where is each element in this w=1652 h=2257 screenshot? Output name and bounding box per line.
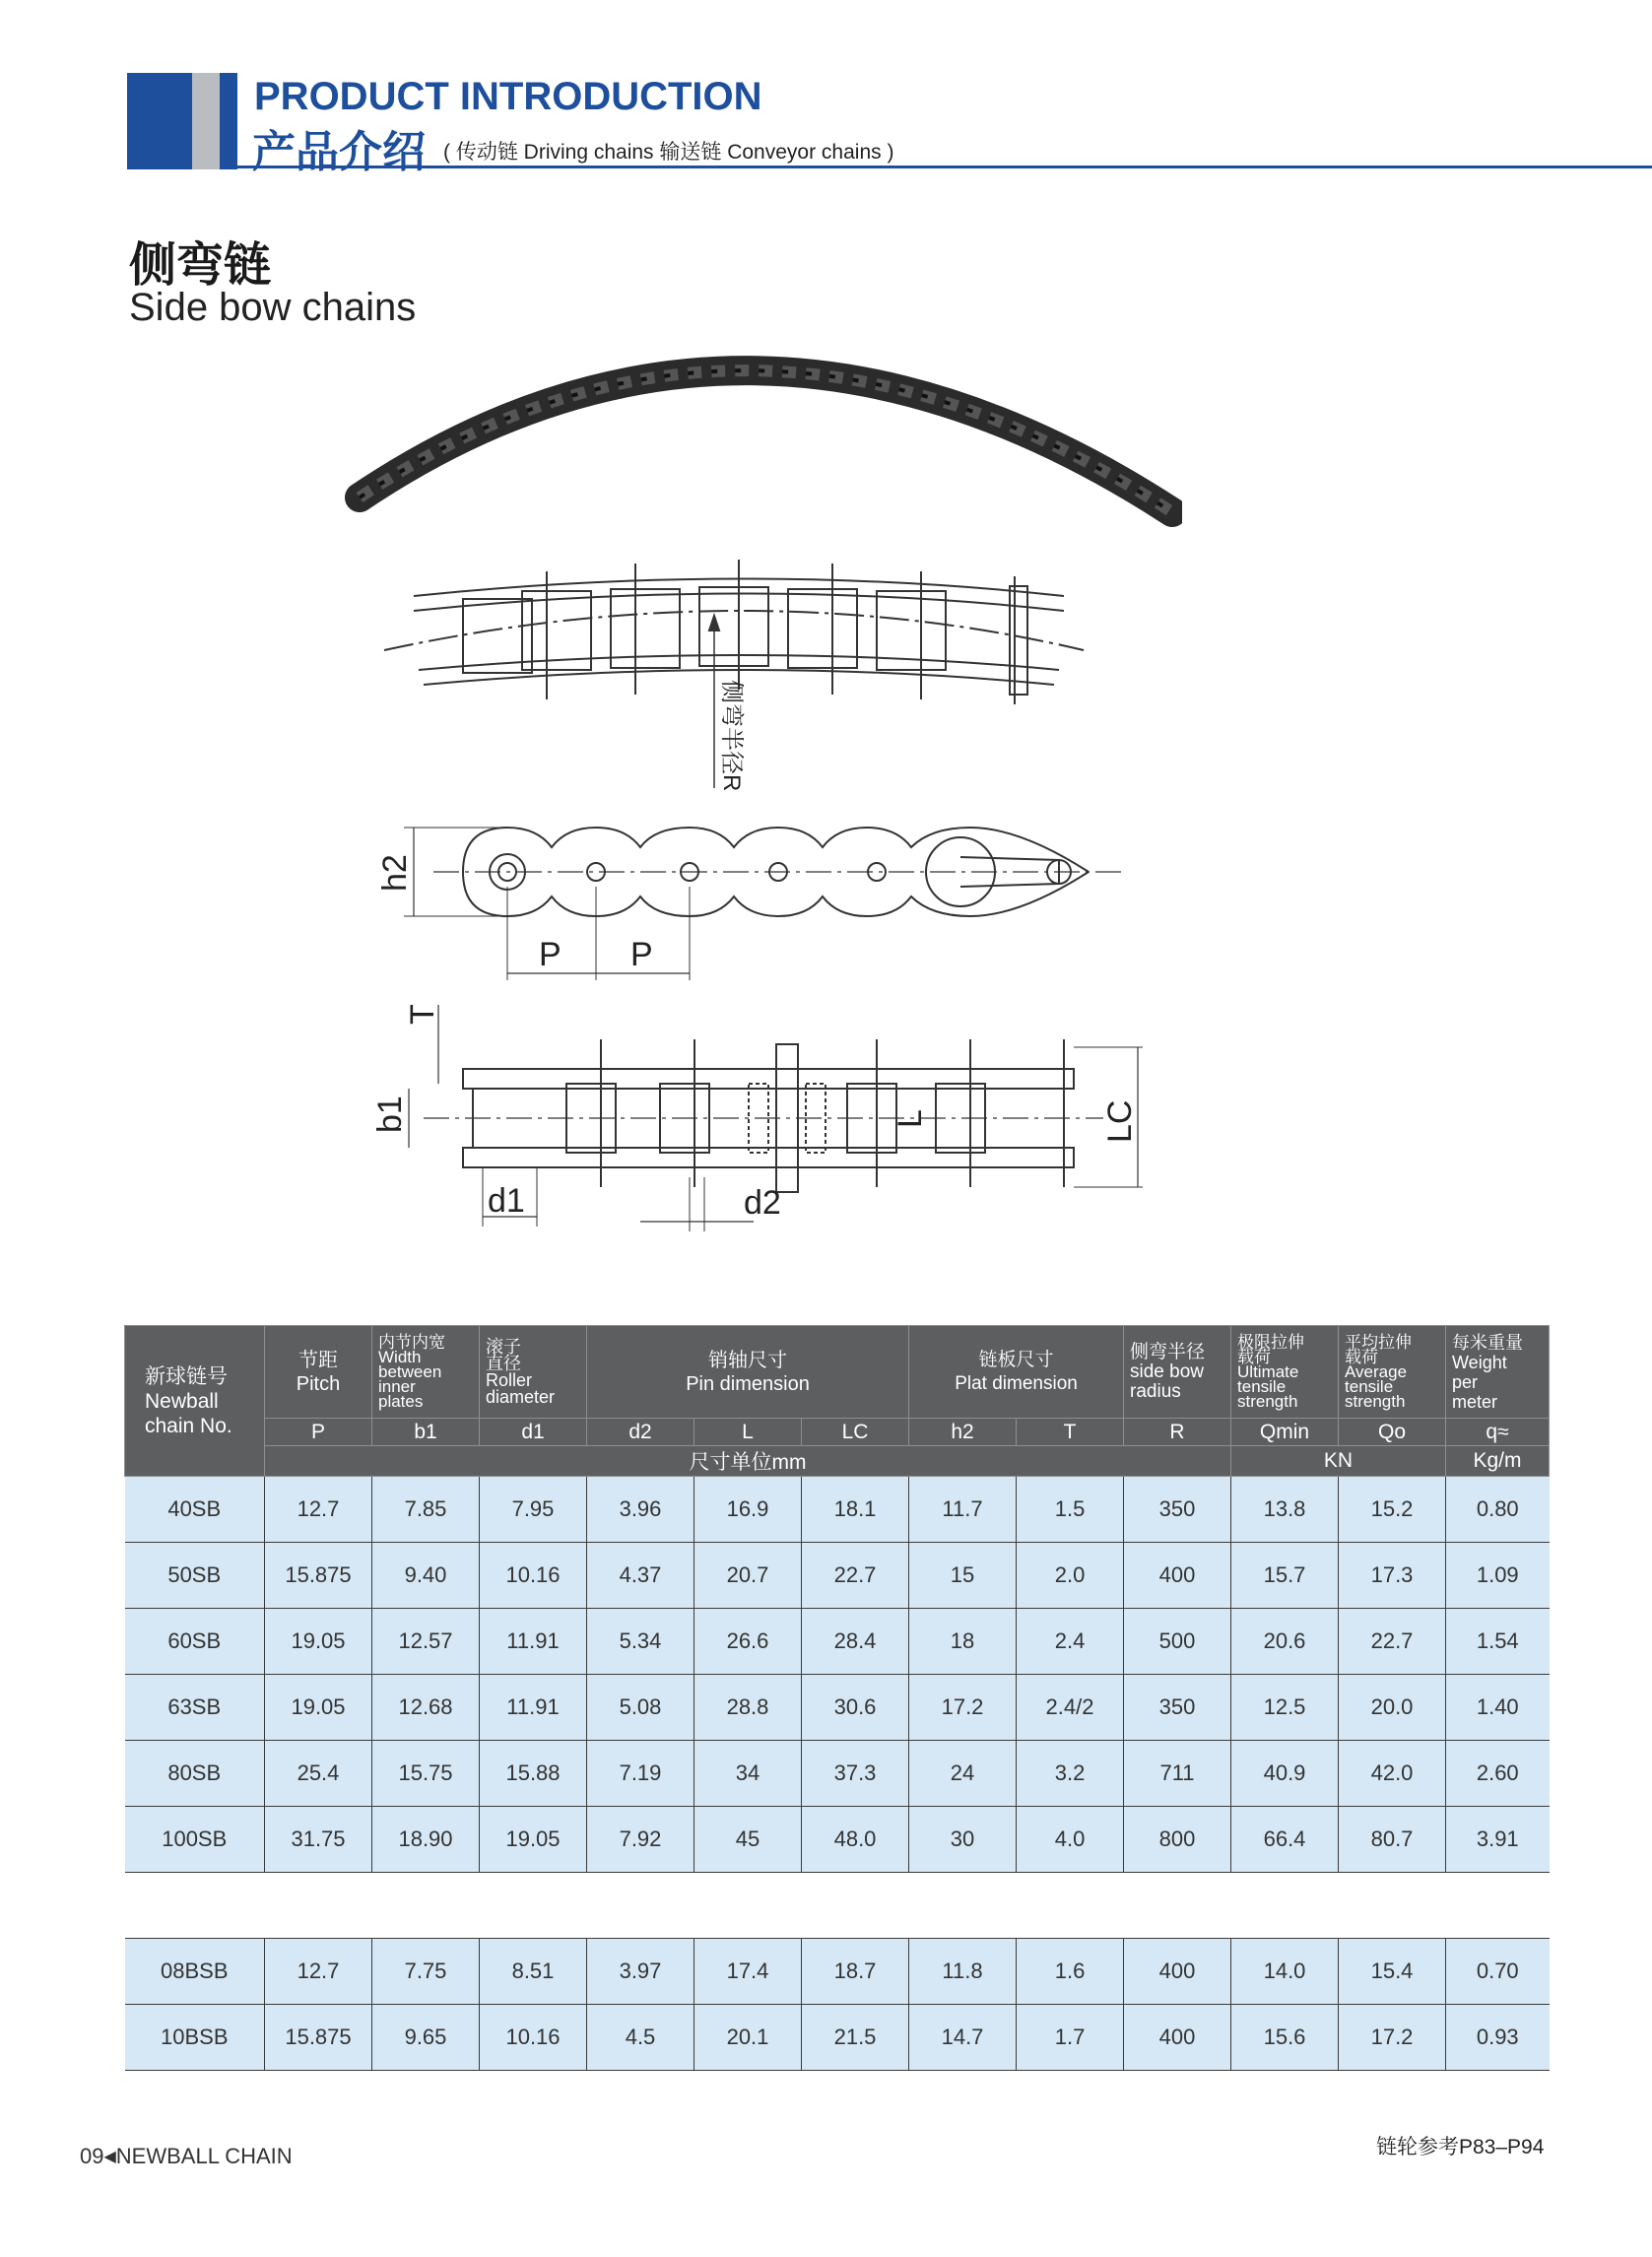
table-cell: 21.5	[802, 2005, 909, 2071]
table-cell: 5.08	[587, 1675, 694, 1741]
table-cell: 15.4	[1339, 1939, 1446, 2005]
table-row	[125, 1675, 1550, 1741]
table-cell: 0.80	[1446, 1477, 1550, 1543]
table-cell: 17.3	[1339, 1543, 1446, 1609]
table-cell: 4.5	[587, 2005, 694, 2071]
table-cell: 15.88	[480, 1741, 587, 1807]
table-cell: 80.7	[1339, 1807, 1446, 1873]
table-cell: 800	[1124, 1807, 1231, 1873]
table-cell: 350	[1124, 1675, 1231, 1741]
symbol-h2: h2	[909, 1419, 1017, 1446]
chain-no-cell: 100SB	[125, 1807, 265, 1873]
table-cell: 0.70	[1446, 1939, 1550, 2005]
table-cell: 20.6	[1231, 1609, 1339, 1675]
table-cell: 14.7	[909, 2005, 1017, 2071]
table-gap-cell	[125, 1873, 1550, 1939]
header-plate: 链板尺寸 Plat dimension	[909, 1326, 1124, 1419]
table-cell: 11.91	[480, 1609, 587, 1675]
table-cell: 3.91	[1446, 1807, 1550, 1873]
chain-no-cell: 63SB	[125, 1675, 265, 1741]
table-cell: 3.2	[1017, 1741, 1124, 1807]
table-row	[125, 2005, 1550, 2071]
table-cell: 3.96	[587, 1477, 694, 1543]
table-cell: 400	[1124, 1939, 1231, 2005]
table-cell: 30.6	[802, 1675, 909, 1741]
table-cell: 18	[909, 1609, 1017, 1675]
table-cell: 20.1	[694, 2005, 802, 2071]
table-row	[125, 1609, 1550, 1675]
table-cell: 9.40	[372, 1543, 480, 1609]
header-rule	[237, 166, 1652, 168]
table-cell: 12.7	[265, 1477, 372, 1543]
table-cell: 3.97	[587, 1939, 694, 2005]
footer-brand: NEWBALL CHAIN	[115, 2144, 293, 2168]
table-cell: 15.7	[1231, 1543, 1339, 1609]
symbol-lc: LC	[802, 1419, 909, 1446]
table-row	[125, 1543, 1550, 1609]
table-cell: 12.7	[265, 1939, 372, 2005]
header-title-en: PRODUCT INTRODUCTION	[254, 75, 762, 118]
label-p1: P	[539, 936, 562, 973]
chain-no-cell: 60SB	[125, 1609, 265, 1675]
symbol-p: P	[265, 1419, 372, 1446]
table-cell: 12.68	[372, 1675, 480, 1741]
unit-kgm: Kg/m	[1446, 1446, 1550, 1477]
triangle-icon: ◀	[103, 2149, 116, 2165]
table-cell: 37.3	[802, 1741, 909, 1807]
symbol-b1: b1	[372, 1419, 480, 1446]
table-cell: 34	[694, 1741, 802, 1807]
header-grey-stripe	[192, 73, 220, 169]
table-cell: 8.51	[480, 1939, 587, 2005]
table-cell: 17.2	[909, 1675, 1017, 1741]
header-title-cn: 产品介绍	[252, 128, 426, 176]
table-body-bsb	[125, 1939, 1550, 2071]
page-number: 09	[80, 2144, 104, 2168]
table-cell: 1.40	[1446, 1675, 1550, 1741]
table-gap-row	[125, 1873, 1550, 1939]
table-cell: 15.75	[372, 1741, 480, 1807]
spec-table	[124, 1325, 1550, 2071]
chain-no-cell: 10BSB	[125, 2005, 265, 2071]
table-cell: 18.7	[802, 1939, 909, 2005]
table-cell: 30	[909, 1807, 1017, 1873]
table-cell: 2.4/2	[1017, 1675, 1124, 1741]
table-cell: 28.4	[802, 1609, 909, 1675]
header-blue-block	[127, 73, 192, 169]
symbol-t: T	[1017, 1419, 1124, 1446]
label-d1: d1	[488, 1182, 525, 1220]
table-cell: 48.0	[802, 1807, 909, 1873]
table-cell: 15.875	[265, 1543, 372, 1609]
table-gap	[125, 1873, 1550, 1939]
section-title-en: Side bow chains	[129, 286, 417, 329]
table-cell: 4.0	[1017, 1807, 1124, 1873]
table-cell: 500	[1124, 1609, 1231, 1675]
label-b1: b1	[371, 1095, 409, 1133]
table-row	[125, 1477, 1550, 1543]
table-cell: 15.6	[1231, 2005, 1339, 2071]
table-cell: 19.05	[265, 1675, 372, 1741]
table-cell: 22.7	[1339, 1609, 1446, 1675]
table-cell: 25.4	[265, 1741, 372, 1807]
header-pitch: 节距 Pitch	[265, 1326, 372, 1419]
curved-chain-photo	[360, 370, 1172, 512]
chain-no-cell: 50SB	[125, 1543, 265, 1609]
table-cell: 350	[1124, 1477, 1231, 1543]
label-lc: LC	[1101, 1099, 1139, 1143]
table-cell: 31.75	[265, 1807, 372, 1873]
table-cell: 12.5	[1231, 1675, 1339, 1741]
table-cell: 11.91	[480, 1675, 587, 1741]
table-cell: 10.16	[480, 1543, 587, 1609]
table-cell: 5.34	[587, 1609, 694, 1675]
header-subtitle: ( 传动链 Driving chains 输送链 Conveyor chains )	[443, 141, 894, 164]
header-ultimate: 极限拉伸 载荷 Ultimate tensile strength	[1231, 1326, 1339, 1419]
table-cell: 15.875	[265, 2005, 372, 2071]
unit-mm: 尺寸单位mm	[265, 1446, 1231, 1477]
table-cell: 11.8	[909, 1939, 1017, 2005]
symbol-r: R	[1124, 1419, 1231, 1446]
table-cell: 2.60	[1446, 1741, 1550, 1807]
table-cell: 7.95	[480, 1477, 587, 1543]
label-t: T	[404, 1004, 441, 1025]
symbol-qo: Qo	[1339, 1419, 1446, 1446]
table-row	[125, 1939, 1550, 2005]
symbol-qmin: Qmin	[1231, 1419, 1339, 1446]
header-chain-no: 新球链号 Newball chain No.	[125, 1326, 265, 1477]
table-cell: 14.0	[1231, 1939, 1339, 2005]
table-cell: 1.5	[1017, 1477, 1124, 1543]
table-cell: 2.4	[1017, 1609, 1124, 1675]
header-width: 内节内宽 Width between inner plates	[372, 1326, 480, 1419]
table-cell: 40.9	[1231, 1741, 1339, 1807]
header-radius: 侧弯半径 side bow radius	[1124, 1326, 1231, 1419]
table-row	[125, 1741, 1550, 1807]
table-cell: 1.6	[1017, 1939, 1124, 2005]
label-d2: d2	[744, 1184, 781, 1222]
table-cell: 24	[909, 1741, 1017, 1807]
table-cell: 66.4	[1231, 1807, 1339, 1873]
radius-label: 侧弯半径R	[718, 680, 745, 792]
table-cell: 7.19	[587, 1741, 694, 1807]
table-cell: 0.93	[1446, 2005, 1550, 2071]
header-roller: 滚子 直径 Roller diameter	[480, 1326, 587, 1419]
label-h2: h2	[376, 854, 414, 892]
table-cell: 15.2	[1339, 1477, 1446, 1543]
table-cell: 45	[694, 1807, 802, 1873]
table-cell: 400	[1124, 1543, 1231, 1609]
chain-technical-drawing	[335, 335, 1182, 1241]
table-cell: 18.90	[372, 1807, 480, 1873]
label-l: L	[892, 1109, 929, 1128]
table-cell: 7.85	[372, 1477, 480, 1543]
table-cell: 17.4	[694, 1939, 802, 2005]
table-cell: 26.6	[694, 1609, 802, 1675]
table-cell: 20.7	[694, 1543, 802, 1609]
section-title-cn: 侧弯链	[129, 239, 272, 292]
table-cell: 400	[1124, 2005, 1231, 2071]
chain-no-cell: 40SB	[125, 1477, 265, 1543]
table-cell: 28.8	[694, 1675, 802, 1741]
table-cell: 18.1	[802, 1477, 909, 1543]
table-row	[125, 1807, 1550, 1873]
table-body-sb	[125, 1477, 1550, 1873]
table-cell: 16.9	[694, 1477, 802, 1543]
table-cell: 12.57	[372, 1609, 480, 1675]
table-cell: 4.37	[587, 1543, 694, 1609]
label-p2: P	[630, 936, 653, 973]
table-cell: 7.75	[372, 1939, 480, 2005]
table-cell: 1.7	[1017, 2005, 1124, 2071]
footer-page	[80, 2144, 293, 2169]
symbol-l: L	[694, 1419, 802, 1446]
header-average: 平均拉伸 载荷 Average tensile strength	[1339, 1326, 1446, 1419]
table-cell: 15	[909, 1543, 1017, 1609]
symbol-d2: d2	[587, 1419, 694, 1446]
table-cell: 11.7	[909, 1477, 1017, 1543]
symbol-d1: d1	[480, 1419, 587, 1446]
table-cell: 13.8	[1231, 1477, 1339, 1543]
unit-kn: KN	[1231, 1446, 1446, 1477]
table-cell: 22.7	[802, 1543, 909, 1609]
chain-no-cell: 08BSB	[125, 1939, 265, 2005]
header-pin: 销轴尺寸 Pin dimension	[587, 1326, 909, 1419]
table-cell: 9.65	[372, 2005, 480, 2071]
table-cell: 42.0	[1339, 1741, 1446, 1807]
table-cell: 2.0	[1017, 1543, 1124, 1609]
header-weight: 每米重量 Weight per meter	[1446, 1326, 1550, 1419]
table-cell: 19.05	[480, 1807, 587, 1873]
table-cell: 7.92	[587, 1807, 694, 1873]
chain-no-cell: 80SB	[125, 1741, 265, 1807]
table-cell: 1.54	[1446, 1609, 1550, 1675]
table-cell: 19.05	[265, 1609, 372, 1675]
symbol-q: q≈	[1446, 1419, 1550, 1446]
table-cell: 10.16	[480, 2005, 587, 2071]
table-cell: 20.0	[1339, 1675, 1446, 1741]
side-view-drawing	[404, 828, 1123, 980]
header-blue-stripe	[220, 73, 237, 169]
table-cell: 711	[1124, 1741, 1231, 1807]
footer-sprocket-ref: 链轮参考P83–P94	[1376, 2136, 1545, 2158]
table-cell: 1.09	[1446, 1543, 1550, 1609]
table-cell: 17.2	[1339, 2005, 1446, 2071]
